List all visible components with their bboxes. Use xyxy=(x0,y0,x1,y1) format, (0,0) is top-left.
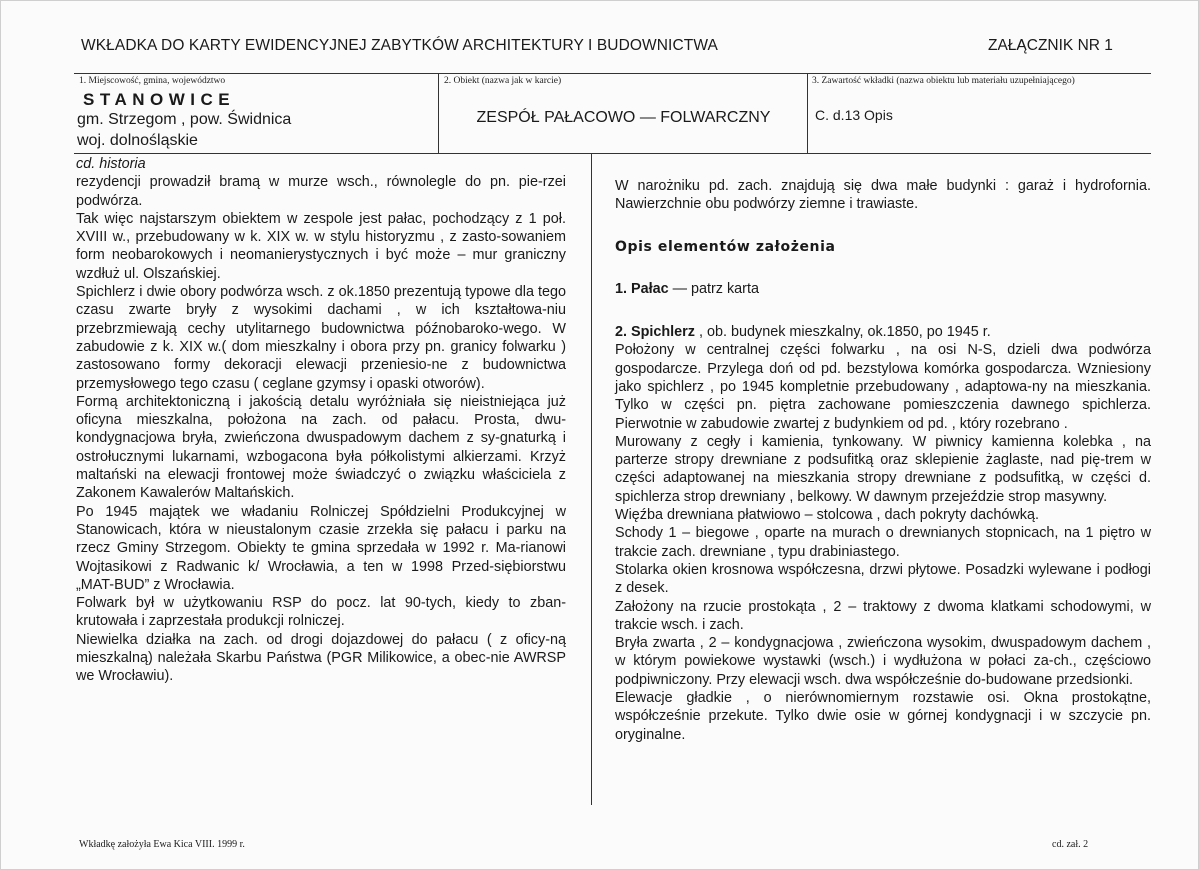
footer-continuation: cd. zał. 2 xyxy=(1052,839,1089,850)
item-2-title: 2. Spichlerz xyxy=(615,324,695,341)
right-paragraph: Stolarka okien krosnowa współczesna, drzwi płytowe. Posadzki wylewane i podłogi z desek. xyxy=(615,561,1151,597)
insert-content: C. d.13 Opis xyxy=(815,107,893,123)
footer-author: Wkładkę założyła Ewa Kica VIII. 1999 r. xyxy=(79,839,245,850)
item-1 xyxy=(615,280,1151,298)
left-paragraph: Po 1945 majątek we władaniu Rolniczej Spółdzielni Produkcyjnej w Stanowicach, która w nieustalonym czasie zrzekła się pałacu i parku na rzecz Gminy Strzegom. Obiekty te gmina sprzedała w 1992 r. Ma-rianowi Wojtasikowi z Radwanic k/ Wrocławia, a ten w 1998 Przed-siębiorstwu „MAT-BUD” z Wrocławia. xyxy=(76,503,566,593)
column-divider xyxy=(591,153,592,805)
left-paragraph: Niewielka działka na zach. od drogi dojazdowej do pałacu ( z oficy-ną mieszkalną) należała Skarbu Państwa (PGR Milikowice, a obec-nie AWRSP we Wrocławiu). xyxy=(76,631,566,685)
item-2-text: , ob. budynek mieszkalny, ok.1850, po 1945 r. xyxy=(694,324,991,341)
left-paragraph: Formą architektoniczną i jakością detalu wyróżniała się nieistniejąca już oficyna mieszkalna, położona na zach. od pałacu. Prosta, dwu-kondygnacjowa bryła, zwieńczona dwuspadowym dachem z sy-gnaturką i ostrołucznymi lukarnami, wzbogacona była półkolistymi alkierzami. Krzyż maltański na elewacji frontowej może świadczyć o związku właściciela z Zakonem Kawalerów Maltańskich. xyxy=(76,393,566,502)
right-paragraph: Położony w centralnej części folwarku , na osi N-S, dzieli dwa podwórza gospodarcze. Przylega doń od pd. bezstylowa komórka gospodarcza. Wzniesiony jako spichlerz , po 1945 kompletnie przebudowany , adaptowa-ny na mieszkania. Tylko w części pn. piętra zachowane pomieszczenia dawnego spichlerza. Pierwotnie w zabudowie zwartej z budynkiem od pd. , który rozebrano . xyxy=(615,342,1151,432)
field-divider-2 xyxy=(807,73,808,153)
place-name: STANOWICE xyxy=(83,90,236,109)
left-paragraph: rezydencji prowadził bramą w murze wsch., równolegle do pn. pie-rzei podwórza. xyxy=(76,174,566,209)
right-paragraph: Schody 1 – biegowe , oparte na murach o drewnianych stopnicach, na 1 piętro w trakcie zach. drewniane , typu drabiniastego. xyxy=(615,525,1151,560)
right-paragraph: Więźba drewniana płatwiowo – stolcowa , dach pokryty dachówką. xyxy=(615,507,1039,524)
left-paragraph: Tak więc najstarszym obiektem w zespole jest pałac, pochodzący z 1 poł. XVIII w., przebudowany w k. XIX w. w stylu historyzmu , z zasto-sowaniem form neobarokowych i neomanierystycznych i być może – mur graniczny wzdłuż ul. Olszańskiej. xyxy=(76,210,566,282)
field1-label: 1. Miejscowość, gmina, województwo xyxy=(79,76,226,86)
item-1-text: — patrz karta xyxy=(668,281,759,298)
left-paragraph: Spichlerz i dwie obory podwórza wsch. z ok.1850 prezentują typowe dla tego czasu zwarte bryły z wysokimi dachami , w ich kształtowa-niu przebrzmiewają cechy utylitarnego budownictwa późnobaroko-wego. W zabudowie z k. XIX w.( dom mieszkalny i obora przy pn. granicy folwarku ) zastosowano formy dekoracji elewacji przeniesio-ne z budownictwa przemysłowego tego czasu ( ceglane gzymsy i opaski otworów). xyxy=(76,284,566,392)
voivodeship: woj. dolnośląskie xyxy=(77,132,198,149)
section-heading: Opis elementów założenia xyxy=(615,238,836,255)
right-paragraph: Murowany z cegły i kamienia, tynkowany. W piwnicy kamienna kolebka , na parterze stropy drewniane z podsufitką oraz sklepienie żaglaste, nad pię-trem w części adaptowanej na mieszkania stropy drewniane z podsufitką, w części d. spichlerza strop drewniany , belkowy. W dawnym przejeździe strop masywny. xyxy=(615,433,1151,505)
object-name: ZESPÓŁ PAŁACOWO — FOLWARCZNY xyxy=(476,109,771,126)
right-intro: W narożniku pd. zach. znajdują się dwa małe budynki : garaż i hydrofornia. Nawierzchnie obu podwórzy ziemne i trawiaste. xyxy=(615,178,1151,213)
annex-number: ZAŁĄCZNIK NR 1 xyxy=(988,37,1113,54)
table-top-rule xyxy=(74,73,1151,74)
right-column xyxy=(615,177,1151,744)
left-column xyxy=(76,155,566,686)
commune-county: gm. Strzegom , pow. Świdnica xyxy=(77,111,292,128)
left-subtitle: cd. historia xyxy=(76,156,146,172)
right-paragraph: Bryła zwarta , 2 – kondygnacjowa , zwieńczona wysokim, dwuspadowym dachem , w którym powiekowe wystawki (wsch.) i wydłużona w połaci za-ch., częściowo podpiwniczony. Przy elewacji wsch. dwa współcześnie do-budowane przedsionki. xyxy=(615,635,1151,688)
right-paragraph: Elewacje gładkie , o nierównomiernym rozstawie osi. Okna prostokątne, współcześnie przekute. Tylko dwie osie w górnej kondygnacji i w szczycie pn. oryginalne. xyxy=(615,690,1151,743)
item-2 xyxy=(615,323,1151,341)
item-1-title: 1. Pałac xyxy=(615,281,669,298)
right-paragraph: Założony na rzucie prostokąta , 2 – traktowy z dwoma klatkami schodowymi, w trakcie wsch. i zach. xyxy=(615,598,1151,633)
field2-label: 2. Obiekt (nazwa jak w karcie) xyxy=(444,76,562,86)
field3-label: 3. Zawartość wkładki (nazwa obiektu lub materiału uzupełniającego) xyxy=(812,76,1075,86)
left-paragraph: Folwark był w użytkowaniu RSP do pocz. lat 90-tych, kiedy to zban-krutowała i zaprzestała produkcji rolniczej. xyxy=(76,595,566,630)
document-title: WKŁADKA DO KARTY EWIDENCYJNEJ ZABYTKÓW ARCHITEKTURY I BUDOWNICTWA xyxy=(81,37,718,54)
field-divider-1 xyxy=(438,73,439,153)
table-bottom-rule xyxy=(74,153,1151,154)
